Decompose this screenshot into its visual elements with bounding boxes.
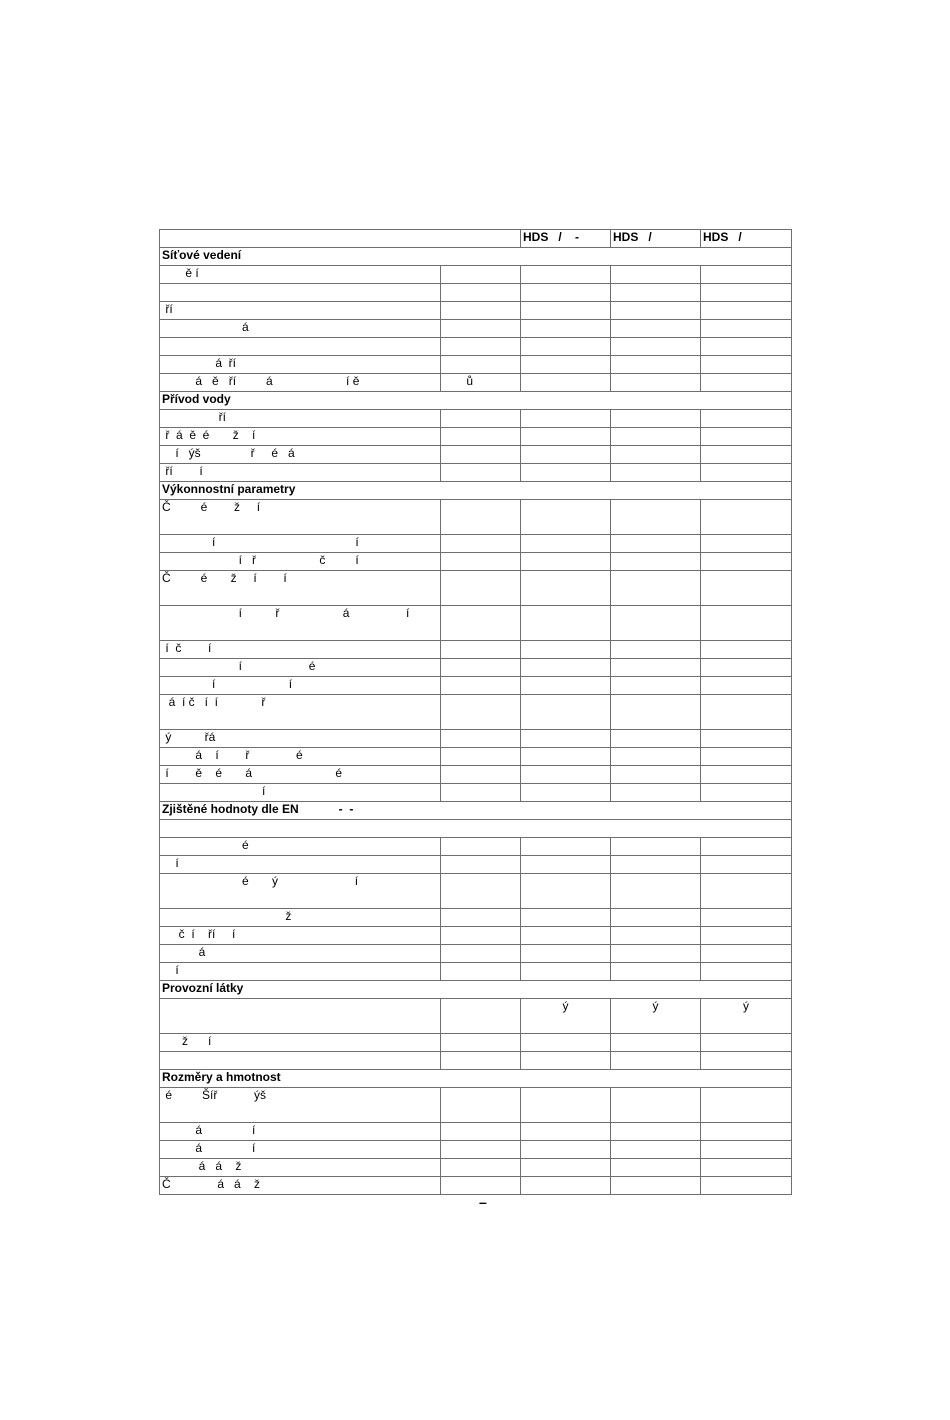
value-cell [611, 410, 701, 428]
table-row [160, 1123, 792, 1141]
row-label-cell [160, 338, 441, 356]
value-cell [701, 302, 792, 320]
value-cell [701, 695, 792, 730]
row-label-cell: ž [160, 909, 441, 927]
value-cell [611, 677, 701, 695]
value-cell [611, 730, 701, 748]
table-row [160, 963, 792, 981]
row-label-cell: á í [160, 1141, 441, 1159]
value-cell [521, 695, 611, 730]
value-cell [701, 641, 792, 659]
header-cell-model-2: HDS / [611, 230, 701, 248]
value-cell [611, 302, 701, 320]
row-label-cell: é Šíř ýš [160, 1088, 441, 1123]
row-label-cell: ž í [160, 1034, 441, 1052]
header-cell-model-3: HDS / [701, 230, 792, 248]
row-label-cell: í ě é á é [160, 766, 441, 784]
value-cell [521, 856, 611, 874]
row-label-cell: í é [160, 659, 441, 677]
header-cell-model-1: HDS / - [521, 230, 611, 248]
unit-cell [441, 1034, 521, 1052]
table-row [160, 356, 792, 374]
value-cell [701, 856, 792, 874]
section-title: Výkonnostní parametry [160, 482, 792, 500]
value-cell [521, 500, 611, 535]
value-cell [521, 1177, 611, 1195]
row-label-cell: á í č í í ř [160, 695, 441, 730]
table-row [160, 320, 792, 338]
unit-cell [441, 338, 521, 356]
value-cell [521, 410, 611, 428]
value-cell [611, 1123, 701, 1141]
unit-cell [441, 356, 521, 374]
table-row [160, 571, 792, 606]
table-header-row [160, 230, 792, 248]
value-cell [701, 553, 792, 571]
value-cell [701, 730, 792, 748]
table-row [160, 606, 792, 641]
unit-cell [441, 571, 521, 606]
row-label-cell: á á ž [160, 1159, 441, 1177]
table-row [160, 284, 792, 302]
section-header-row [160, 981, 792, 999]
value-cell [611, 320, 701, 338]
row-label-cell: á ě ří á í ě [160, 374, 441, 392]
value-cell [611, 856, 701, 874]
table-row [160, 748, 792, 766]
value-cell [611, 464, 701, 482]
value-cell [521, 606, 611, 641]
value-cell [521, 571, 611, 606]
value-cell [611, 1177, 701, 1195]
section-title: Síťové vedení [160, 248, 792, 266]
value-cell [701, 766, 792, 784]
value-cell [701, 1123, 792, 1141]
table-row [160, 641, 792, 659]
table-row [160, 838, 792, 856]
table-row [160, 1052, 792, 1070]
value-cell [611, 338, 701, 356]
blank-cell [160, 820, 792, 838]
value-cell [611, 963, 701, 981]
unit-cell [441, 838, 521, 856]
value-cell [701, 535, 792, 553]
unit-cell [441, 446, 521, 464]
row-label-cell: í í [160, 677, 441, 695]
value-cell [701, 410, 792, 428]
value-cell [701, 446, 792, 464]
value-cell [521, 784, 611, 802]
value-cell [611, 535, 701, 553]
value-cell [701, 1052, 792, 1070]
value-cell [701, 320, 792, 338]
unit-cell [441, 856, 521, 874]
value-cell [521, 1088, 611, 1123]
unit-cell [441, 266, 521, 284]
value-cell [521, 677, 611, 695]
unit-cell [441, 302, 521, 320]
row-label-cell: á í ř é [160, 748, 441, 766]
value-cell [611, 748, 701, 766]
row-label-cell: í í [160, 535, 441, 553]
value-cell [521, 1034, 611, 1052]
row-label-cell: ý řá [160, 730, 441, 748]
row-label-cell: é [160, 838, 441, 856]
row-label-cell: í ř á í [160, 606, 441, 641]
value-cell [701, 284, 792, 302]
unit-cell [441, 535, 521, 553]
section-title: Provozní látky [160, 981, 792, 999]
value-cell [611, 428, 701, 446]
value-cell [521, 945, 611, 963]
page-number-mark: – [479, 1194, 487, 1210]
value-cell [521, 266, 611, 284]
table-row [160, 338, 792, 356]
table-row [160, 446, 792, 464]
value-cell [521, 535, 611, 553]
value-cell [521, 446, 611, 464]
table-body [160, 230, 792, 1195]
table-row [160, 1088, 792, 1123]
unit-cell [441, 730, 521, 748]
value-cell [611, 1141, 701, 1159]
table-row [160, 302, 792, 320]
value-cell [521, 356, 611, 374]
value-cell [701, 606, 792, 641]
value-cell [701, 266, 792, 284]
value-cell [701, 838, 792, 856]
section-header-row [160, 1070, 792, 1088]
row-label-cell: á [160, 320, 441, 338]
value-cell [521, 1052, 611, 1070]
table-row [160, 374, 792, 392]
table-row [160, 730, 792, 748]
value-cell [701, 1159, 792, 1177]
unit-cell [441, 677, 521, 695]
table-row [160, 695, 792, 730]
value-cell [521, 553, 611, 571]
value-cell: ý [611, 999, 701, 1034]
unit-cell [441, 963, 521, 981]
table-row [160, 410, 792, 428]
value-cell [701, 874, 792, 909]
value-cell [611, 266, 701, 284]
value-cell [701, 500, 792, 535]
value-cell [701, 963, 792, 981]
value-cell [701, 748, 792, 766]
unit-cell [441, 695, 521, 730]
value-cell [701, 1141, 792, 1159]
unit-cell [441, 464, 521, 482]
value-cell [611, 374, 701, 392]
value-cell [611, 784, 701, 802]
unit-cell [441, 784, 521, 802]
section-header-row [160, 248, 792, 266]
value-cell [611, 284, 701, 302]
value-cell [521, 464, 611, 482]
unit-cell [441, 1159, 521, 1177]
value-cell [521, 641, 611, 659]
unit-cell [441, 1052, 521, 1070]
value-cell [521, 927, 611, 945]
row-label-cell: ř á ě é ž í [160, 428, 441, 446]
unit-cell [441, 410, 521, 428]
value-cell [611, 1052, 701, 1070]
value-cell [521, 302, 611, 320]
value-cell [701, 571, 792, 606]
value-cell [701, 374, 792, 392]
value-cell [611, 553, 701, 571]
row-label-cell: á [160, 945, 441, 963]
value-cell [521, 1123, 611, 1141]
section-header-row [160, 802, 792, 820]
value-cell [521, 659, 611, 677]
section-title: Přívod vody [160, 392, 792, 410]
unit-cell [441, 1177, 521, 1195]
blank-row [160, 820, 792, 838]
value-cell [611, 500, 701, 535]
value-cell [701, 1088, 792, 1123]
row-label-cell [160, 284, 441, 302]
value-cell [611, 659, 701, 677]
unit-cell [441, 606, 521, 641]
unit-cell [441, 320, 521, 338]
row-label-cell: á í [160, 1123, 441, 1141]
table-row [160, 874, 792, 909]
value-cell [611, 927, 701, 945]
row-label-cell: ří í [160, 464, 441, 482]
unit-cell [441, 428, 521, 446]
unit-cell [441, 874, 521, 909]
value-cell [611, 838, 701, 856]
unit-cell [441, 748, 521, 766]
row-label-cell: ří [160, 410, 441, 428]
value-cell [611, 606, 701, 641]
unit-cell [441, 500, 521, 535]
unit-cell [441, 641, 521, 659]
value-cell [701, 1034, 792, 1052]
unit-cell [441, 284, 521, 302]
table-row [160, 927, 792, 945]
row-label-cell: ě í [160, 266, 441, 284]
value-cell [701, 356, 792, 374]
value-cell [521, 1141, 611, 1159]
table-row [160, 784, 792, 802]
table-row [160, 766, 792, 784]
value-cell [521, 730, 611, 748]
value-cell [521, 320, 611, 338]
unit-cell [441, 1123, 521, 1141]
value-cell [521, 838, 611, 856]
table-row [160, 1141, 792, 1159]
table-row [160, 266, 792, 284]
table-row [160, 464, 792, 482]
unit-cell: ů [441, 374, 521, 392]
unit-cell [441, 927, 521, 945]
value-cell [701, 909, 792, 927]
value-cell [611, 1034, 701, 1052]
value-cell [521, 748, 611, 766]
row-label-cell: í ýš ř é á [160, 446, 441, 464]
value-cell [521, 338, 611, 356]
unit-cell [441, 766, 521, 784]
row-label-cell: ří [160, 302, 441, 320]
row-label-cell [160, 999, 441, 1034]
value-cell [701, 677, 792, 695]
value-cell [701, 945, 792, 963]
value-cell [611, 1088, 701, 1123]
table-row [160, 659, 792, 677]
value-cell [611, 766, 701, 784]
value-cell [611, 874, 701, 909]
unit-cell [441, 909, 521, 927]
value-cell [521, 909, 611, 927]
row-label-cell: á ří [160, 356, 441, 374]
table-row [160, 909, 792, 927]
section-title: Rozměry a hmotnost [160, 1070, 792, 1088]
header-cell-label [160, 230, 521, 248]
value-cell [521, 1159, 611, 1177]
value-cell [521, 963, 611, 981]
table-row [160, 1034, 792, 1052]
unit-cell [441, 1088, 521, 1123]
row-label-cell: í [160, 856, 441, 874]
value-cell [611, 446, 701, 464]
unit-cell [441, 945, 521, 963]
value-cell [521, 428, 611, 446]
table-row [160, 1159, 792, 1177]
value-cell [611, 1159, 701, 1177]
table-row [160, 856, 792, 874]
unit-cell [441, 553, 521, 571]
unit-cell [441, 1141, 521, 1159]
value-cell: ý [521, 999, 611, 1034]
value-cell [701, 464, 792, 482]
row-label-cell: č í ří í [160, 927, 441, 945]
value-cell [701, 927, 792, 945]
table-row [160, 945, 792, 963]
table-row [160, 1177, 792, 1195]
value-cell [521, 374, 611, 392]
value-cell [521, 874, 611, 909]
value-cell [521, 766, 611, 784]
row-label-cell: í č í [160, 641, 441, 659]
value-cell [611, 641, 701, 659]
value-cell: ý [701, 999, 792, 1034]
table-row [160, 999, 792, 1034]
table-row [160, 535, 792, 553]
value-cell [611, 356, 701, 374]
value-cell [701, 428, 792, 446]
value-cell [611, 909, 701, 927]
table-row [160, 677, 792, 695]
value-cell [701, 338, 792, 356]
row-label-cell: í [160, 963, 441, 981]
row-label-cell: Č é ž í í [160, 571, 441, 606]
row-label-cell: é ý í [160, 874, 441, 909]
unit-cell [441, 659, 521, 677]
row-label-cell: Č á á ž [160, 1177, 441, 1195]
row-label-cell [160, 1052, 441, 1070]
row-label-cell: í ř č í [160, 553, 441, 571]
section-title: Zjištěné hodnoty dle EN - - [160, 802, 792, 820]
value-cell [701, 1177, 792, 1195]
value-cell [521, 284, 611, 302]
row-label-cell: í [160, 784, 441, 802]
table-row [160, 553, 792, 571]
table-row [160, 500, 792, 535]
value-cell [701, 659, 792, 677]
unit-cell [441, 999, 521, 1034]
value-cell [611, 945, 701, 963]
section-header-row [160, 482, 792, 500]
table-row [160, 428, 792, 446]
value-cell [611, 571, 701, 606]
technical-data-table [159, 229, 792, 1195]
value-cell [701, 784, 792, 802]
value-cell [611, 695, 701, 730]
row-label-cell: Č é ž í [160, 500, 441, 535]
section-header-row [160, 392, 792, 410]
